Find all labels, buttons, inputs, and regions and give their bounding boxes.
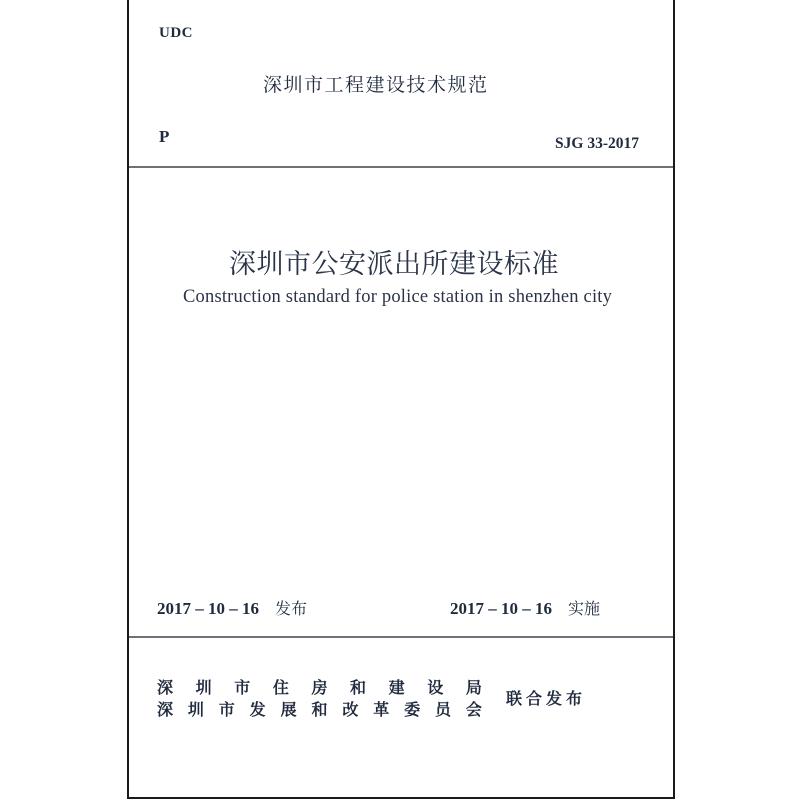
issuer-development-commission bbox=[157, 699, 482, 721]
joint-release-label: 联合发布 bbox=[506, 689, 587, 708]
issuer-char: 和 bbox=[350, 678, 367, 697]
implementation-label: 实施 bbox=[568, 599, 601, 618]
issuer-char: 住 bbox=[272, 678, 289, 697]
issue-label: 发布 bbox=[275, 599, 308, 618]
book-cover bbox=[127, 0, 675, 799]
issuer-char: 设 bbox=[427, 678, 444, 697]
top-divider bbox=[129, 166, 673, 168]
issuer-char: 改 bbox=[342, 700, 359, 719]
issuer-char: 深 bbox=[157, 678, 174, 697]
series-title: 深圳市工程建设技术规范 bbox=[263, 74, 489, 96]
issue-date: 2017 – 10 – 16 bbox=[157, 599, 259, 618]
issuer-char: 革 bbox=[373, 700, 390, 719]
bottom-divider bbox=[129, 636, 673, 638]
issuer-housing-bureau bbox=[157, 677, 482, 699]
issuer-char: 局 bbox=[465, 678, 482, 697]
issue-date-row bbox=[157, 596, 307, 619]
issuer-char: 会 bbox=[465, 700, 482, 719]
issuer-char: 建 bbox=[388, 678, 405, 697]
implementation-date: 2017 – 10 – 16 bbox=[450, 599, 552, 618]
issuer-char: 房 bbox=[311, 678, 328, 697]
issuer-char: 深 bbox=[157, 700, 174, 719]
implementation-date-row bbox=[450, 596, 600, 619]
issuer-char: 市 bbox=[218, 700, 235, 719]
issuer-char: 圳 bbox=[195, 678, 212, 697]
issuer-char: 和 bbox=[311, 700, 328, 719]
issuer-char: 市 bbox=[234, 678, 251, 697]
standard-code: SJG 33-2017 bbox=[555, 135, 639, 152]
issuing-authorities bbox=[157, 677, 482, 721]
main-title-en: Construction standard for police station in shenzhen city bbox=[183, 287, 613, 307]
issuer-char: 委 bbox=[404, 700, 421, 719]
classification-code: P bbox=[159, 127, 170, 146]
issuer-char: 圳 bbox=[187, 700, 204, 719]
issuer-char: 展 bbox=[280, 700, 297, 719]
udc-label: UDC bbox=[159, 25, 193, 41]
issuer-char: 员 bbox=[435, 700, 452, 719]
issuer-char: 发 bbox=[249, 700, 266, 719]
main-title-zh: 深圳市公安派出所建设标准 bbox=[229, 249, 559, 280]
